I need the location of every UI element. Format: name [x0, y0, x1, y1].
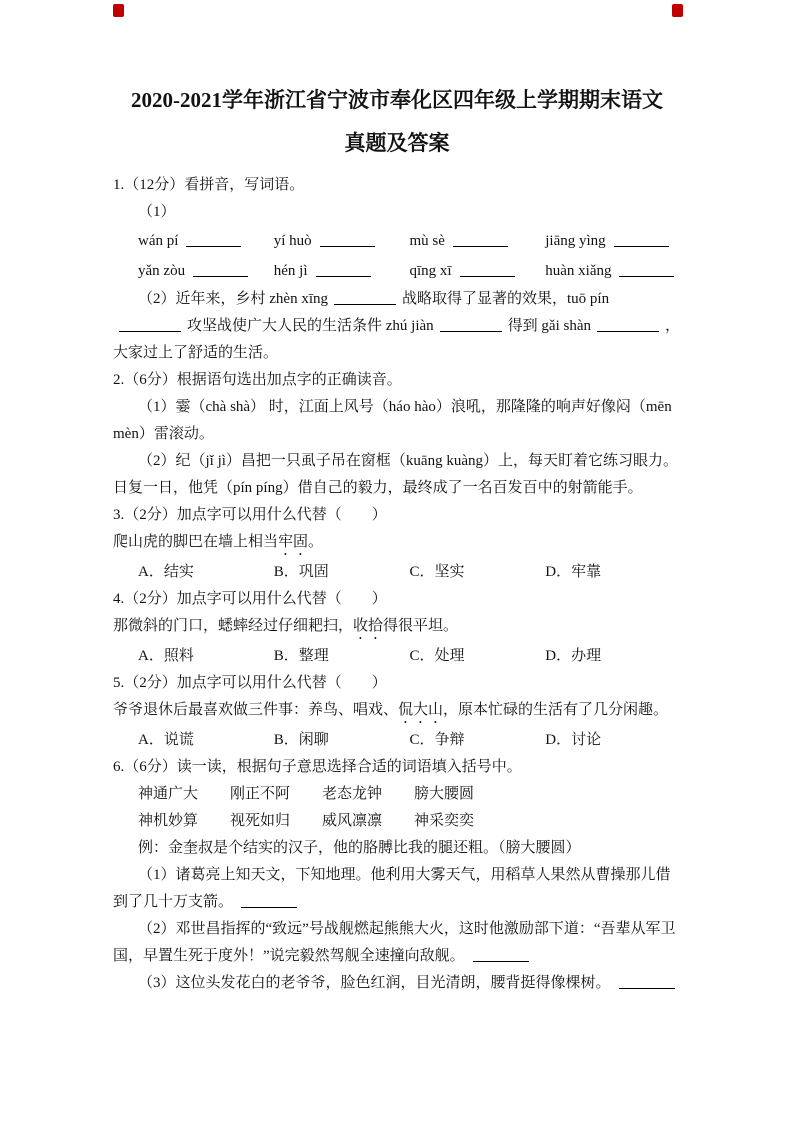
answer-blank	[619, 262, 674, 277]
answer-blank	[334, 290, 396, 305]
option-c: C．争辩	[409, 732, 465, 748]
q4-sentence-pre: 那微斜的门口，蟋蟀经过仔细耙扫，	[113, 618, 354, 634]
answer-blank	[453, 232, 508, 247]
option-d: D．讨论	[545, 732, 602, 748]
q6-item-1	[113, 862, 681, 916]
q1-part2-segment: 得到 gǎi shàn	[507, 318, 591, 334]
q3-sentence-post: 。	[308, 534, 324, 550]
word-bank-item: 神通广大	[138, 786, 199, 802]
option-d: D．牢靠	[545, 564, 602, 580]
word-bank-item: 膀大腰圆	[414, 786, 475, 802]
title-line-1: 2020-2021学年浙江省宁波市奉化区四年级上学期期末语文	[131, 88, 663, 112]
word-bank-item: 视死如归	[230, 813, 291, 829]
q5-dotted-word: 侃大山	[398, 702, 444, 718]
option-a: A．照料	[138, 648, 194, 664]
q1-stem: 1.（12分）看拼音，写词语。	[113, 177, 305, 193]
word-bank-item: 刚正不阿	[230, 786, 291, 802]
q5-options	[113, 727, 681, 754]
q4-options	[113, 643, 681, 670]
q3-sentence-pre: 爬山虎的脚巴在墙上相当	[113, 534, 279, 550]
option-d: D．办理	[545, 648, 602, 664]
q3-dotted-word: 牢固	[278, 534, 309, 550]
q4-dotted-word: 收拾	[353, 618, 384, 634]
pinyin-item	[410, 256, 546, 286]
question-2	[113, 367, 681, 502]
word-bank-item: 神机妙算	[138, 813, 199, 829]
q3-stem: 3.（2分）加点字可以用什么代替（ ）	[113, 507, 387, 523]
pinyin-text: wán pí	[138, 233, 179, 249]
pinyin-text: huàn xiǎng	[545, 263, 612, 279]
title-line-2: 真题及答案	[344, 131, 450, 155]
q1-pinyin-row-1	[113, 226, 681, 256]
q1-part2-segment: 攻坚战使广大人民的生活条件 zhú jiàn	[187, 318, 434, 334]
q6-item-3	[113, 970, 681, 997]
q4-stem: 4.（2分）加点字可以用什么代替（ ）	[113, 591, 387, 607]
q6-item-3-text: （3）这位头发花白的老爷爷，脸色红润，目光清朗，腰背挺得像棵树。	[138, 975, 611, 991]
q6-item-2-text: （2）邓世昌指挥的“致远”号战舰燃起熊熊大火，这时他激励部下道：“吾辈从军卫国，早置生死于度外！”说完毅然驾舰全速撞向敌舰。	[113, 921, 676, 964]
pinyin-text: hén jì	[273, 263, 308, 279]
q6-word-bank-row-2	[113, 808, 681, 835]
answer-blank	[119, 317, 181, 332]
pinyin-text: yǎn zòu	[138, 263, 186, 279]
pinyin-item	[274, 256, 410, 286]
answer-blank	[460, 262, 515, 277]
pinyin-text: yí huò	[273, 233, 312, 249]
q1-part2-segment: （2）近年来，乡村 zhèn xīng	[138, 291, 328, 307]
pinyin-item	[545, 256, 681, 286]
q6-item-1-text: （1）诸葛亮上知天文，下知地理。他利用大雾天气，用稻草人果然从曹操那儿借到了几十万支箭。	[113, 867, 671, 910]
q2-item-2: （2）纪（jǐ jì）昌把一只虱子吊在窗框（kuāng kuàng）上，每天盯着它练习眼力。日复一日，他凭（pín píng）借自己的毅力，最终成了一名百发百中的射箭能手。	[113, 453, 678, 496]
option-b: B．整理	[273, 648, 329, 664]
q6-stem: 6.（6分）读一读，根据句子意思选择合适的词语填入括号中。	[113, 759, 522, 775]
option-b: B．巩固	[273, 564, 329, 580]
pinyin-text: jiāng yìng	[545, 233, 606, 249]
q1-part2-segment: 战略取得了显著的效果，tuō pín	[401, 291, 610, 307]
option-a: A．结实	[138, 564, 194, 580]
question-1	[113, 172, 681, 367]
answer-blank	[473, 947, 529, 962]
pinyin-text: qīng xī	[409, 263, 452, 279]
q3-sentence	[113, 529, 681, 559]
red-seal-mark-left-icon	[113, 4, 124, 17]
answer-blank	[614, 232, 669, 247]
q5-stem: 5.（2分）加点字可以用什么代替（ ）	[113, 675, 387, 691]
q5-sentence	[113, 697, 681, 727]
red-seal-mark-right-icon	[672, 4, 683, 17]
option-c: C．坚实	[409, 564, 465, 580]
q1-part2-paragraph	[113, 286, 681, 367]
pinyin-item	[545, 226, 681, 256]
q6-item-2	[113, 916, 681, 970]
answer-blank	[320, 232, 375, 247]
answer-blank	[241, 893, 297, 908]
page-title	[113, 90, 681, 154]
question-4	[113, 586, 681, 670]
question-6	[113, 754, 681, 997]
question-3	[113, 502, 681, 586]
option-c: C．处理	[409, 648, 465, 664]
q1-pinyin-row-2	[113, 256, 681, 286]
q1-part2-segment: ，大家过上了舒适的生活。	[113, 318, 680, 361]
q4-sentence	[113, 613, 681, 643]
pinyin-item	[138, 226, 274, 256]
q2-item-1: （1）霎（chà shà） 时，江面上风号（háo hào）浪吼，那隆隆的响声好像闷（mēn mèn）雷滚动。	[113, 399, 672, 442]
pinyin-item	[274, 226, 410, 256]
q2-stem: 2.（6分）根据语句选出加点字的正确读音。	[113, 372, 402, 388]
word-bank-item: 老态龙钟	[322, 786, 383, 802]
answer-blank	[193, 262, 248, 277]
answer-blank	[316, 262, 371, 277]
q4-sentence-post: 得很平坦。	[383, 618, 459, 634]
word-bank-item: 神采奕奕	[414, 813, 475, 829]
word-bank-item: 威风凛凛	[322, 813, 383, 829]
q5-sentence-pre: 爷爷退休后最喜欢做三件事：养鸟、唱戏、	[113, 702, 399, 718]
answer-blank	[440, 317, 502, 332]
q1-part1-label: （1）	[138, 204, 176, 220]
answer-blank	[186, 232, 241, 247]
q5-sentence-post: ，原本忙碌的生活有了几分闲趣。	[443, 702, 669, 718]
q6-word-bank-row-1	[113, 781, 681, 808]
pinyin-text: mù sè	[409, 233, 445, 249]
pinyin-item	[410, 226, 546, 256]
answer-blank	[597, 317, 659, 332]
pinyin-item	[138, 256, 274, 286]
q6-example: 例：金奎叔是个结实的汉子，他的胳膊比我的腿还粗。（膀大腰圆）	[138, 840, 581, 856]
option-a: A．说谎	[138, 732, 194, 748]
option-b: B．闲聊	[273, 732, 329, 748]
question-5	[113, 670, 681, 754]
answer-blank	[619, 974, 675, 989]
q3-options	[113, 559, 681, 586]
